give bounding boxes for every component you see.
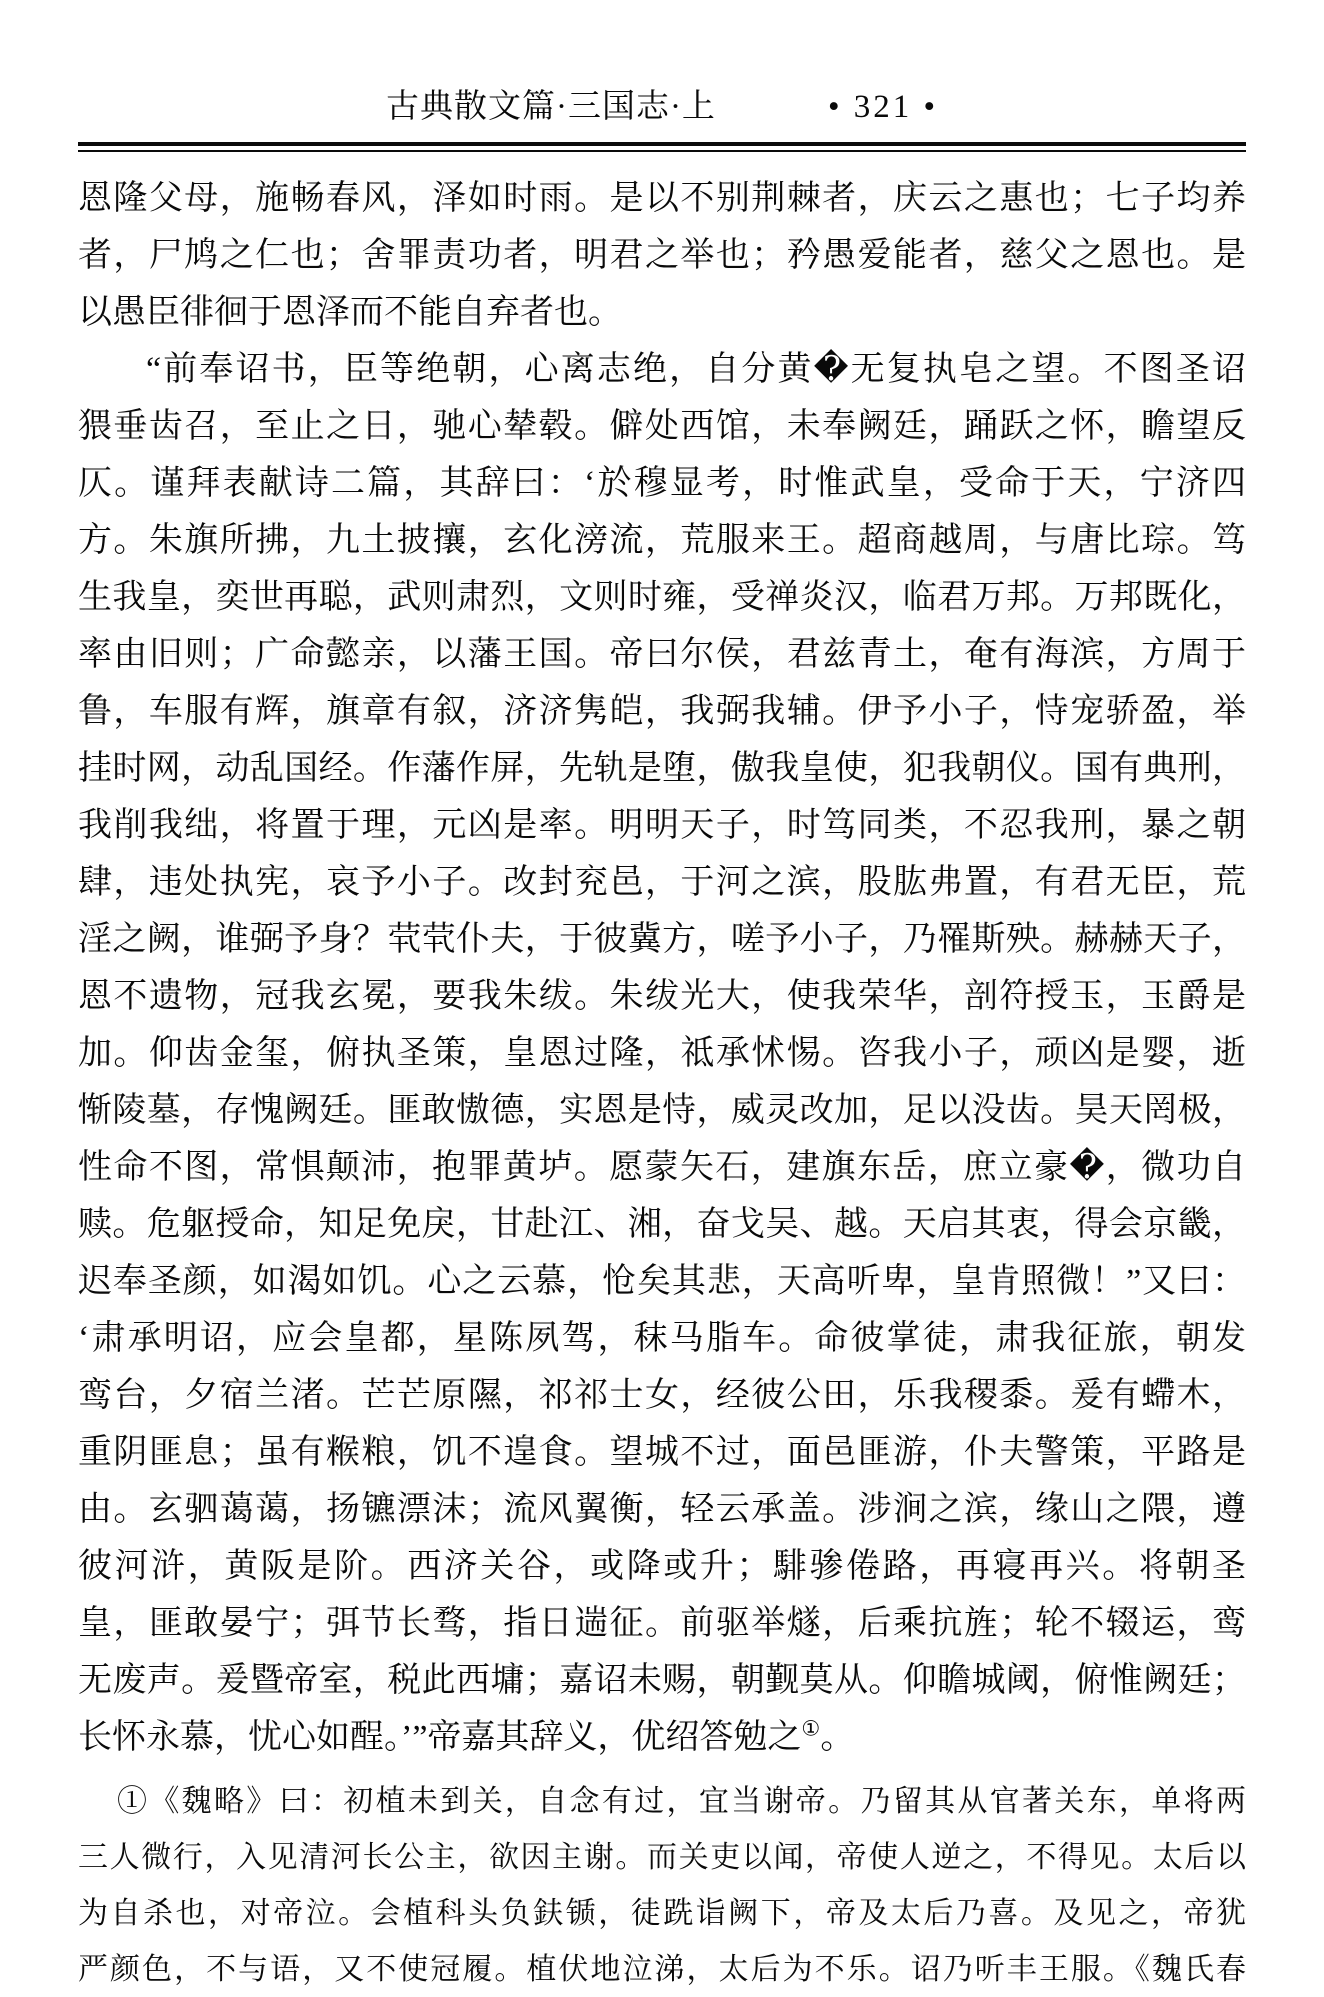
paragraph (78, 341, 1246, 1766)
text-line: 加。仰齿金玺，俯执圣策，皇恩过隆，祗承怵惕。咨我小子，顽凶是婴，逝 (78, 1035, 1246, 1072)
text-line: 者，尸鸠之仁也；舍罪责功者，明君之举也；矜愚爱能者，慈父之恩也。是 (78, 237, 1246, 274)
text-line: 为自杀也，对帝泣。会植科头负鈇锧，徒跣诣阙下，帝及太后乃喜。及见之，帝犹 (78, 1897, 1246, 1930)
text-line: 淫之阙，谁弼予身？茕茕仆夫，于彼冀方，嗟予小子，乃罹斯殃。赫赫天子， (78, 921, 1246, 958)
text-line: 由。玄驷蔼蔼，扬镳漂沫；流风翼衡，轻云承盖。涉涧之滨，缘山之隈，遵 (78, 1491, 1246, 1528)
text-line: 鸾台，夕宿兰渚。芒芒原隰，祁祁士女，经彼公田，乐我稷黍。爰有螮木， (78, 1377, 1246, 1414)
text-line: 赎。危躯授命，知足免戾，甘赴江、湘，奋戈吴、越。天启其衷，得会京畿， (78, 1206, 1246, 1243)
text-line: 我削我绌，将置于理，元凶是率。明明天子，时笃同类，不忍我刑，暴之朝 (78, 807, 1246, 844)
paragraph (78, 1774, 1246, 1997)
running-title: 古典散文篇·三国志·上 (385, 89, 716, 125)
header-rule (78, 142, 1246, 152)
footnote-section (78, 1774, 1246, 1997)
text-line: 惭陵墓，存愧阙廷。匪敢慠德，实恩是恃，威灵改加，足以没齿。昊天罔极， (78, 1092, 1246, 1129)
text-line: 以愚臣徘徊于恩泽而不能自弃者也。 (78, 294, 622, 331)
text-line: 肆，违处执宪，哀予小子。改封兖邑，于河之滨，股肱弗置，有君无臣，荒 (78, 864, 1246, 901)
page-content (78, 86, 1246, 1997)
text-line: 长怀永慕，忧心如酲。’”帝嘉其辞义，优绍答勉之①。 (78, 1716, 855, 1756)
text-line: 性命不图，常惧颠沛，抱罪黄垆。愿蒙矢石，建旗东岳，庶立豪�，微功自 (78, 1149, 1246, 1186)
text-line: 方。朱旗所拂，九土披攘，玄化滂流，荒服来王。超商越周，与唐比琮。笃 (78, 522, 1246, 559)
text-line: 生我皇，奕世再聪，武则肃烈，文则时雍，受禅炎汉，临君万邦。万邦既化， (78, 579, 1246, 616)
text-line: 迟奉圣颜，如渴如饥。心之云慕，怆矣其悲，天高听卑，皇肯照微！”又曰： (78, 1263, 1246, 1300)
text-line: 皇，匪敢晏宁；弭节长骛，指日遄征。前驱举燧，后乘抗旌；轮不辍运，鸾 (78, 1605, 1246, 1642)
text-line: 恩隆父母，施畅春风，泽如时雨。是以不别荆棘者，庆云之惠也；七子均养 (78, 180, 1246, 217)
text-line: 率由旧则；广命懿亲，以藩王国。帝曰尔侯，君兹青土，奄有海滨，方周于 (78, 636, 1246, 673)
text-line: 鲁，车服有辉，旗章有叙，济济隽皑，我弼我辅。伊予小子，恃宠骄盈，举 (78, 693, 1246, 730)
main-text (78, 170, 1246, 1766)
footnote-marker: ① (801, 1716, 821, 1741)
text-line: 三人微行，入见清河长公主，欲因主谢。而关吏以闻，帝使人逆之，不得见。太后以 (78, 1841, 1246, 1874)
page-number: • 321 • (827, 89, 939, 125)
text-line: 彼河浒，黄阪是阶。西济关谷，或降或升；騑骖倦路，再寝再兴。将朝圣 (78, 1548, 1246, 1585)
text-line: 严颜色，不与语，又不使冠履。植伏地泣涕，太后为不乐。诏乃听丰王服。《魏氏春 (78, 1953, 1246, 1986)
text-line: 仄。谨拜表献诗二篇，其辞曰：‘於穆显考，时惟武皇，受命于天，宁济四 (78, 465, 1246, 502)
text-line: 恩不遗物，冠我玄冕，要我朱绂。朱绂光大，使我荣华，剖符授玉，玉爵是 (78, 978, 1246, 1015)
text-line: 重阴匪息；虽有糇粮，饥不遑食。望城不过，面邑匪游，仆夫警策，平路是 (78, 1434, 1246, 1471)
text-line: ‘肃承明诏，应会皇都，星陈夙驾，秣马脂车。命彼掌徒，肃我征旅，朝发 (78, 1320, 1246, 1357)
text-line: 挂时网，动乱国经。作藩作屏，先轨是堕，傲我皇使，犯我朝仪。国有典刑， (78, 750, 1246, 787)
text-line: “前奉诏书，臣等绝朝，心离志绝，自分黄�无复执皂之望。不图圣诏 (146, 351, 1246, 388)
paragraph (78, 170, 1246, 341)
text-line: ①《魏略》曰：初植未到关，自念有过，宜当谢帝。乃留其从官著关东，单将两 (117, 1785, 1247, 1818)
text-line: 猥垂齿召，至止之日，驰心辇毂。僻处西馆，未奉阙廷，踊跃之怀，瞻望反 (78, 408, 1246, 445)
page-header (78, 86, 1246, 128)
text-line: 无废声。爰暨帝室，税此西墉；嘉诏未赐，朝觐莫从。仰瞻城阈，俯惟阙廷； (78, 1662, 1246, 1699)
